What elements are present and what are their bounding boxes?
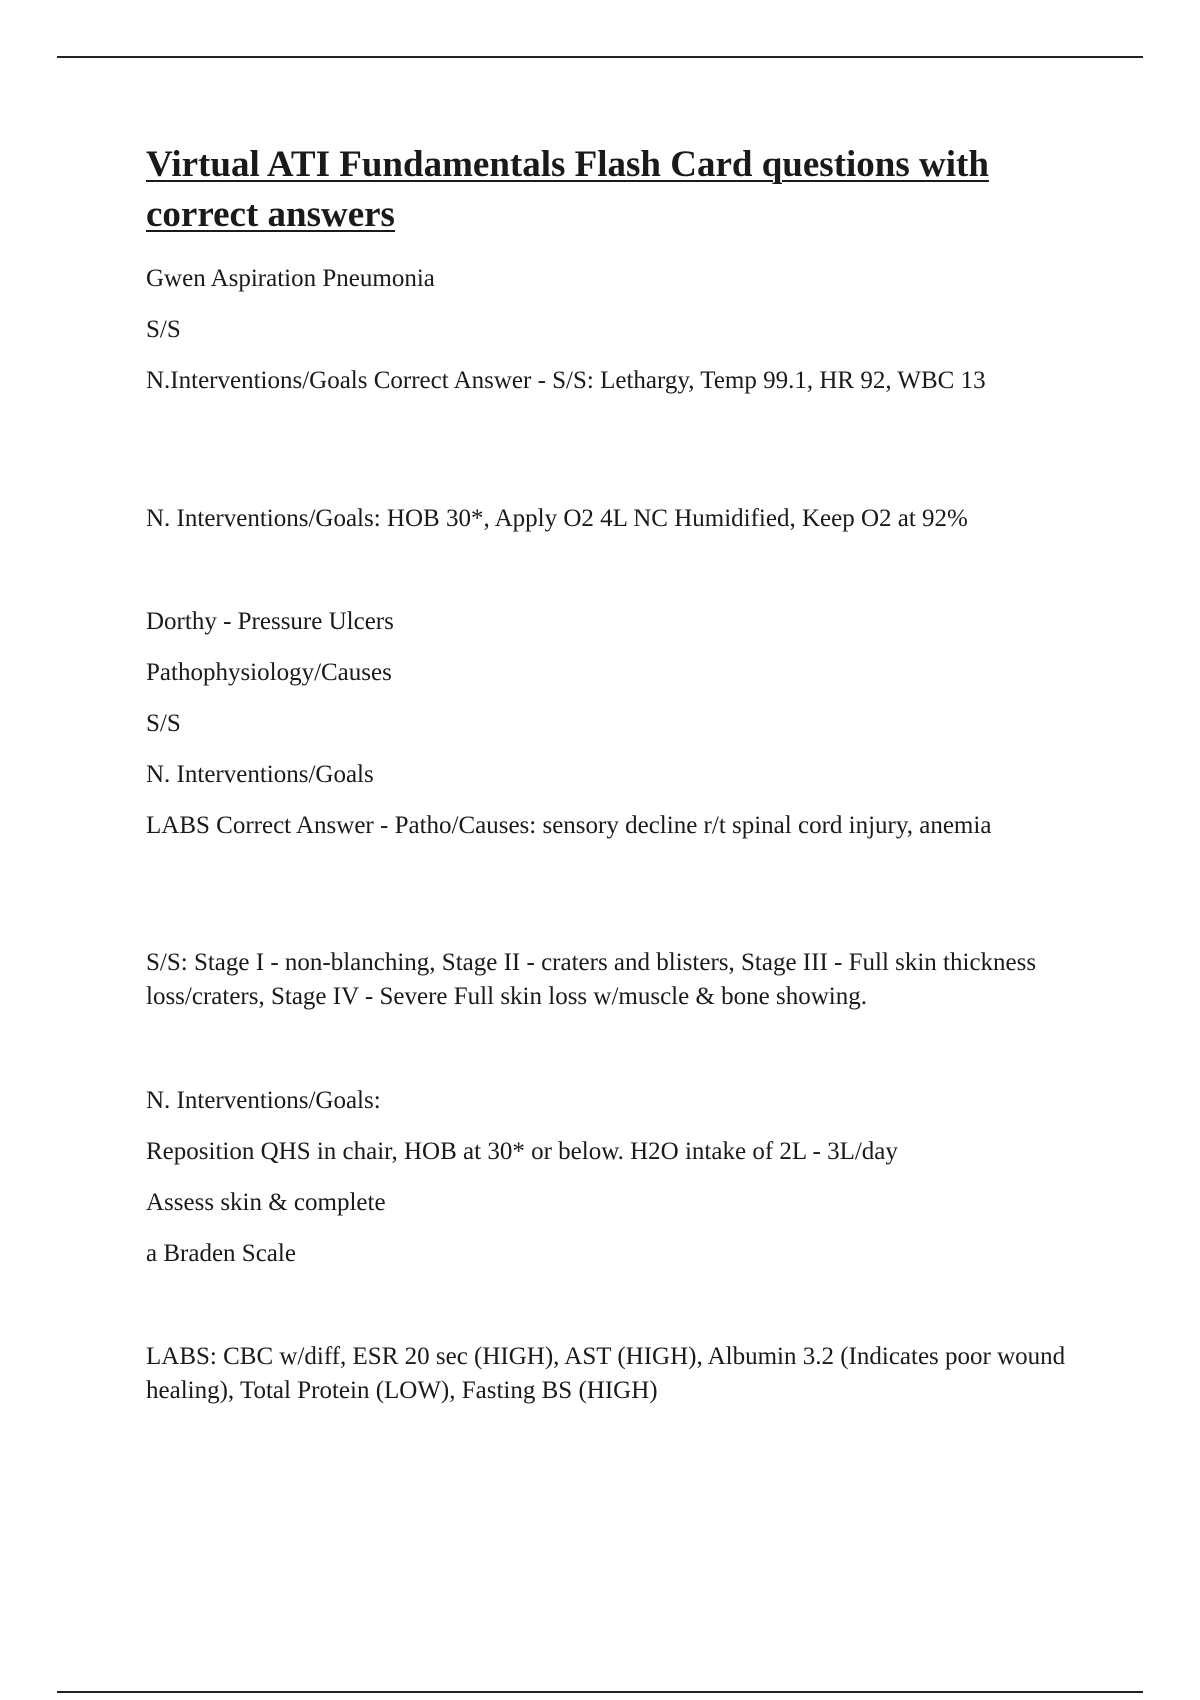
- paragraph-assess-skin: Assess skin & complete: [146, 1189, 386, 1216]
- paragraph-gwen-answer: N.Interventions/Goals Correct Answer - S/S: Lethargy, Temp 99.1, HR 92, WBC 13: [146, 367, 986, 394]
- paragraph-gwen-interventions: N. Interventions/Goals: HOB 30*, Apply O2 4L NC Humidified, Keep O2 at 92%: [146, 505, 968, 532]
- paragraph-ss-1: S/S: [146, 316, 181, 343]
- paragraph-interventions-goals: N. Interventions/Goals:: [146, 1087, 381, 1114]
- paragraph-interventions-label: N. Interventions/Goals: [146, 761, 374, 788]
- paragraph-reposition: Reposition QHS in chair, HOB at 30* or below. H2O intake of 2L - 3L/day: [146, 1138, 898, 1165]
- paragraph-stages: S/S: Stage I - non-blanching, Stage II - craters and blisters, Stage III - Full skin thickness loss/craters, Stage IV - Severe Full skin loss w/muscle & bone showing.: [146, 949, 1037, 1010]
- paragraph-dorthy-answer: LABS Correct Answer - Patho/Causes: sensory decline r/t spinal cord injury, anemia: [146, 812, 992, 839]
- paragraph-pathophysiology: Pathophysiology/Causes: [146, 659, 392, 686]
- paragraph-ss-2: S/S: [146, 710, 181, 737]
- document-title: Virtual ATI Fundamentals Flash Card questions with correct answers: [146, 144, 989, 235]
- paragraph-gwen-heading: Gwen Aspiration Pneumonia: [146, 265, 435, 292]
- paragraph-dorthy-heading: Dorthy - Pressure Ulcers: [146, 608, 394, 635]
- paragraph-braden-scale: a Braden Scale: [146, 1240, 296, 1267]
- bottom-rule: [57, 1691, 1143, 1693]
- paragraph-labs: LABS: CBC w/diff, ESR 20 sec (HIGH), AST (HIGH), Albumin 3.2 (Indicates poor wound healing), Total Protein (LOW), Fasting BS (HIGH): [146, 1343, 1066, 1404]
- top-rule: [57, 56, 1143, 58]
